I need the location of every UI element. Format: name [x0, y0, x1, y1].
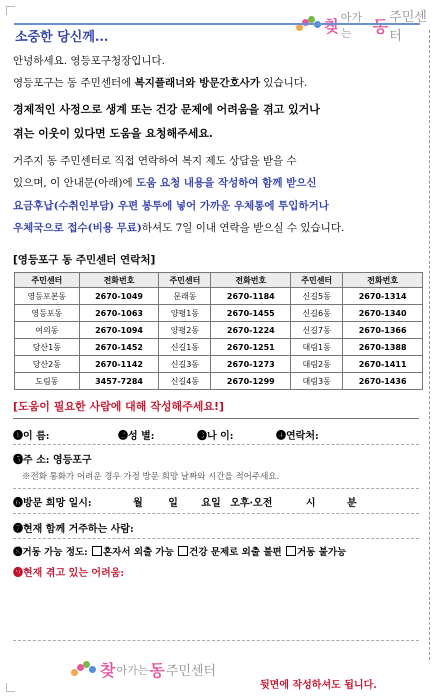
center-name-cell: 영등포본동 [15, 288, 80, 305]
logo-text-3: 동 [372, 16, 389, 36]
phone-number-cell: 2670-1049 [79, 288, 159, 305]
mobility-checkbox-1[interactable] [92, 546, 102, 556]
center-name-cell: 영등포동 [15, 305, 80, 322]
form-rule [13, 538, 419, 539]
table-header-cell: 주민센터 [15, 273, 80, 288]
table-row [15, 322, 423, 339]
phone-number-cell: 2670-1340 [343, 305, 423, 322]
visit-minute: 분 [347, 498, 357, 509]
address-field-label: ❺주 소: 영등포구 [13, 455, 92, 466]
intro-text: 하셔도 7일 이내 연락을 받으실 수 있습니다. [141, 222, 345, 234]
phone-number-cell: 2670-1224 [211, 322, 291, 339]
visit-day: 일 [168, 498, 178, 509]
mobility-option-2: 건강 문제로 외출 불편 [189, 547, 282, 558]
table-header-cell: 주민센터 [291, 273, 343, 288]
mobility-option-1: 혼자서 외출 가능 [103, 547, 174, 558]
name-field-label: ❶이 름: [13, 431, 50, 442]
contacts-title: [영등포구 동 주민센터 연락처] [13, 254, 156, 266]
intro-line-7: 요금후납(수취인부담) 우편 봉투에 넣어 가까운 우체통에 투입하거나 [13, 200, 329, 212]
form-title: [도움이 필요한 사람에 대해 작성해주세요!] [13, 400, 225, 413]
phone-number-cell: 2670-1452 [79, 339, 159, 356]
intro-highlight: 우체국으로 접수(비용 무료) [13, 222, 142, 234]
intro-line-2 [13, 72, 425, 94]
mobility-checkbox-3[interactable] [286, 546, 296, 556]
center-name-cell: 당산2동 [15, 356, 80, 373]
center-name-cell: 문래동 [159, 288, 211, 305]
header-rule [14, 23, 420, 25]
center-name-cell: 대림2동 [291, 356, 343, 373]
phone-note: ※전화 통화가 어려운 경우 가정 방문 희망 날짜와 시간을 적어주세요. [22, 472, 280, 482]
table-row [15, 305, 423, 322]
phone-number-cell: 2670-1299 [211, 373, 291, 390]
form-rule [13, 444, 419, 445]
form-rule [13, 418, 419, 419]
visit-ampm: 오후·오전 [230, 498, 273, 509]
table-header-cell: 전화번호 [343, 273, 423, 288]
center-name-cell: 신길4동 [159, 373, 211, 390]
phone-number-cell: 2670-1388 [343, 339, 423, 356]
phone-number-cell: 2670-1063 [79, 305, 159, 322]
intro-text: 있습니다. [259, 77, 308, 89]
phone-number-cell: 2670-1273 [211, 356, 291, 373]
phone-number-cell: 2670-1184 [211, 288, 291, 305]
center-name-cell: 신길6동 [291, 305, 343, 322]
people-logo-icon [296, 15, 321, 35]
center-name-cell: 도림동 [15, 373, 80, 390]
form-rule [13, 488, 419, 489]
footer-note: 뒷면에 작성하셔도 됩니다. [260, 680, 377, 691]
table-header-row [15, 273, 423, 288]
intro-line-1: 안녕하세요. 영등포구청장입니다. [13, 55, 166, 67]
phone-number-cell: 2670-1094 [79, 322, 159, 339]
gender-field-label: ❷성 별: [118, 431, 155, 442]
difficulty-field-label: ❾현재 겪고 있는 어려움: [13, 568, 125, 579]
table-header-cell: 주민센터 [159, 273, 211, 288]
logo-text-1: 찾 [100, 661, 116, 680]
center-name-cell: 양평2동 [159, 322, 211, 339]
center-name-cell: 신길3동 [159, 356, 211, 373]
form-rule [13, 640, 419, 641]
page-edge-line [428, 30, 430, 660]
visit-hour: 시 [305, 498, 316, 509]
bottom-logo [71, 658, 216, 681]
center-name-cell: 신길1동 [159, 339, 211, 356]
intro-line-6 [13, 172, 425, 194]
logo-text-4: 주민센터 [165, 664, 217, 679]
center-name-cell: 여의동 [15, 322, 80, 339]
logo-text-1: 찾 [324, 16, 340, 36]
age-field-label: ❸나 이: [197, 431, 234, 442]
intro-line-5: 거주지 동 주민센터로 직접 연락하여 복지 제도 상담을 받을 수 [13, 155, 297, 167]
top-logo [296, 6, 438, 44]
center-name-cell: 대림1동 [291, 339, 343, 356]
center-name-cell: 신길5동 [291, 288, 343, 305]
visit-date-label: ❻방문 희망 일시: [13, 498, 92, 509]
table-header-cell: 전화번호 [211, 273, 291, 288]
phone-number-cell: 2670-1142 [79, 356, 159, 373]
phone-number-cell: 2670-1436 [343, 373, 423, 390]
logo-text-2: 아가는 [116, 663, 149, 677]
intro-text: 영등포구는 동 주민센터에 [13, 77, 135, 89]
logo-text-3: 동 [149, 661, 165, 680]
visit-date-row [13, 494, 357, 509]
mobility-checkbox-2[interactable] [178, 546, 188, 556]
table-row [15, 288, 423, 305]
phone-number-cell: 2670-1366 [343, 322, 423, 339]
people-logo-icon [71, 660, 97, 680]
phone-number-cell: 2670-1455 [211, 305, 291, 322]
letter-title: 소중한 당신께... [15, 30, 109, 45]
corner-mark [6, 6, 15, 15]
intro-line-3: 경제적인 사정으로 생계 또는 건강 문제에 어려움을 겪고 있거나 [13, 103, 320, 116]
form-rule [13, 513, 419, 514]
mobility-option-3: 거동 불가능 [297, 547, 347, 558]
logo-text-2: 아가는 [340, 11, 362, 40]
table-row [15, 356, 423, 373]
logo-text-4: 주민센터 [389, 10, 427, 44]
center-name-cell: 대림3동 [291, 373, 343, 390]
phone-number-cell: 2670-1411 [343, 356, 423, 373]
table-header-cell: 전화번호 [79, 273, 159, 288]
intro-highlight: 도움 요청 내용을 작성하여 함께 받으신 [135, 177, 317, 189]
visit-weekday: 요일 [201, 498, 221, 509]
corner-mark [6, 683, 15, 692]
center-name-cell: 당산1동 [15, 339, 80, 356]
table-row [15, 339, 423, 356]
intro-highlight: 복지플래너와 방문간호사가 [134, 77, 260, 89]
phone-number-cell: 2670-1314 [343, 288, 423, 305]
household-field-label: ❼현재 함께 거주하는 사람: [13, 524, 134, 535]
visit-month: 월 [133, 498, 143, 509]
intro-text: 있으며, 이 안내문(아래)에 [13, 177, 136, 189]
mobility-label: ❽거동 가능 정도: [13, 547, 88, 558]
contacts-table-body [15, 288, 423, 390]
intro-line-8 [13, 217, 425, 239]
contact-field-label: ❹연락처: [276, 431, 319, 442]
intro-line-4: 겪는 이웃이 있다면 도움을 요청해주세요. [13, 127, 213, 140]
mobility-row [13, 544, 346, 558]
table-row [15, 373, 423, 390]
phone-number-cell: 3457-7284 [79, 373, 159, 390]
phone-number-cell: 2670-1251 [211, 339, 291, 356]
center-name-cell: 신길7동 [291, 322, 343, 339]
contacts-table [14, 272, 423, 390]
center-name-cell: 양평1동 [159, 305, 211, 322]
